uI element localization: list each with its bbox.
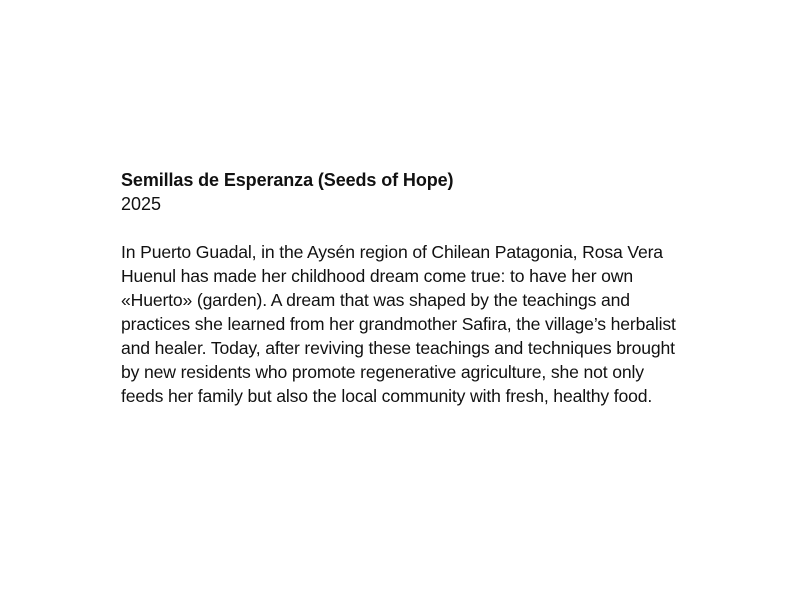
- project-title: Semillas de Esperanza (Seeds of Hope): [121, 170, 454, 190]
- project-info: [121, 168, 681, 408]
- project-year: 2025: [121, 194, 162, 214]
- project-description: In Puerto Guadal, in the Aysén region of Chilean Patagonia, Rosa Vera Huenul has made her childhood dream come true: to have her own «Huerto» (garden). A dream that was shaped by the teachings and practices she learned from her grandmother Safira, the village’s herbalist and healer. Today, after reviving these teachings and techniques brought by new residents who promote regenerative agriculture, she not only feeds her family but also the local community with fresh, healthy food.: [121, 242, 676, 406]
